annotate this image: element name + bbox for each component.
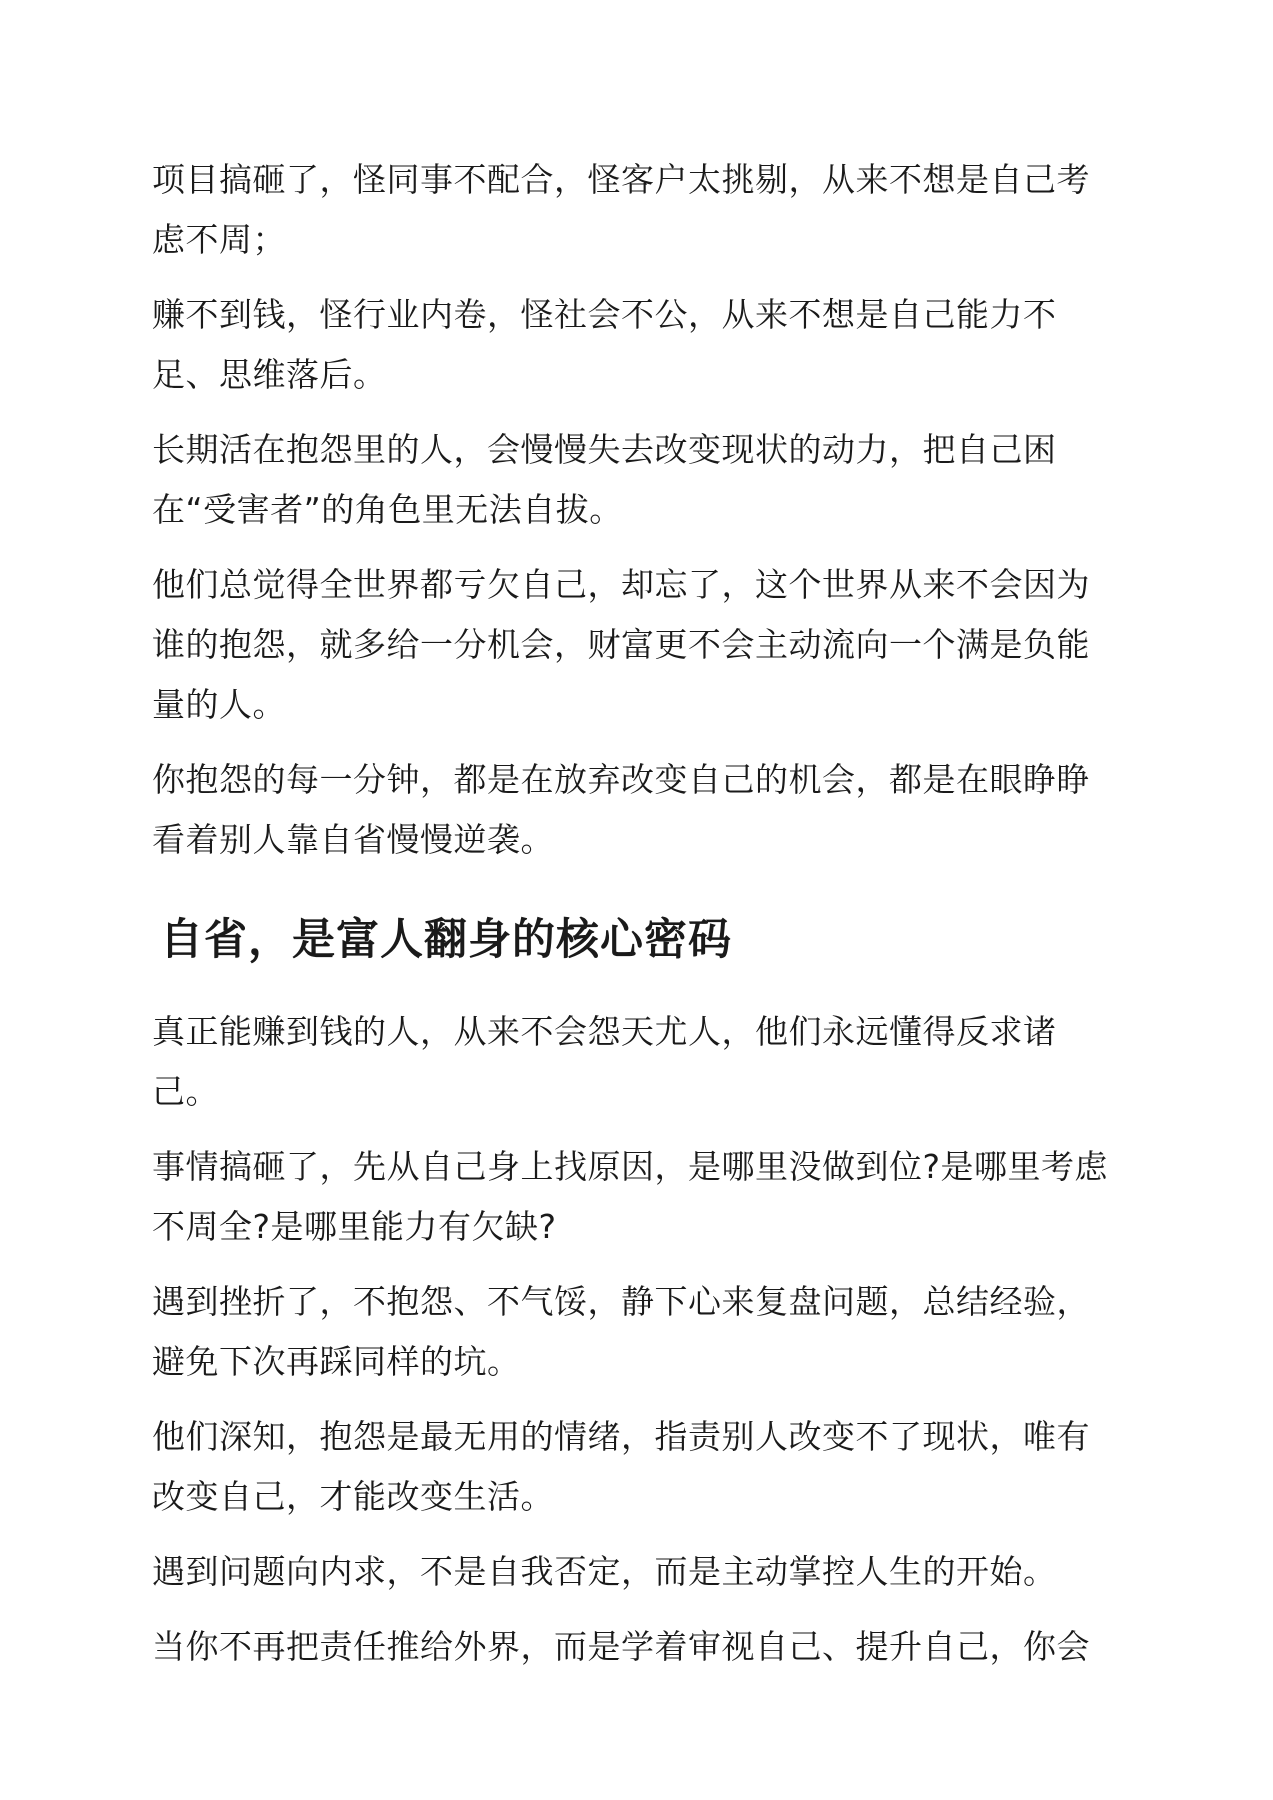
paragraph: 长期活在抱怨里的人，会慢慢失去改变现状的动力，把自己困在“受害者”的角色里无法自拔。 xyxy=(152,430,1057,529)
paragraph: 他们总觉得全世界都亏欠自己，却忘了，这个世界从来不会因为谁的抱怨，就多给一分机会，财富更不会主动流向一个满是负能量的人。 xyxy=(152,565,1090,724)
paragraph: 事情搞砸了，先从自己身上找原因，是哪里没做到位?是哪里考虑不周全?是哪里能力有欠缺? xyxy=(152,1147,1109,1246)
section-heading: 自省，是富人翻身的核心密码 xyxy=(160,915,732,965)
paragraph: 你抱怨的每一分钟，都是在放弃改变自己的机会，都是在眼睁睁看着别人靠自省慢慢逆袭。 xyxy=(152,760,1090,859)
article-body xyxy=(152,150,1122,1692)
paragraph: 遇到挫折了，不抱怨、不气馁，静下心来复盘问题，总结经验，避免下次再踩同样的坑。 xyxy=(152,1282,1090,1381)
paragraph: 遇到问题向内求，不是自我否定，而是主动掌控人生的开始。 xyxy=(152,1552,1057,1591)
paragraph: 真正能赚到钱的人，从来不会怨天尤人，他们永远懂得反求诸己。 xyxy=(152,1012,1057,1111)
paragraph: 赚不到钱，怪行业内卷，怪社会不公，从来不想是自己能力不足、思维落后。 xyxy=(152,295,1057,394)
paragraph: 当你不再把责任推给外界，而是学着审视自己、提升自己，你会 xyxy=(152,1627,1090,1666)
paragraph: 项目搞砸了，怪同事不配合，怪客户太挑剔，从来不想是自己考虑不周； xyxy=(152,160,1090,259)
paragraph: 他们深知，抱怨是最无用的情绪，指责别人改变不了现状，唯有改变自己，才能改变生活。 xyxy=(152,1417,1090,1516)
